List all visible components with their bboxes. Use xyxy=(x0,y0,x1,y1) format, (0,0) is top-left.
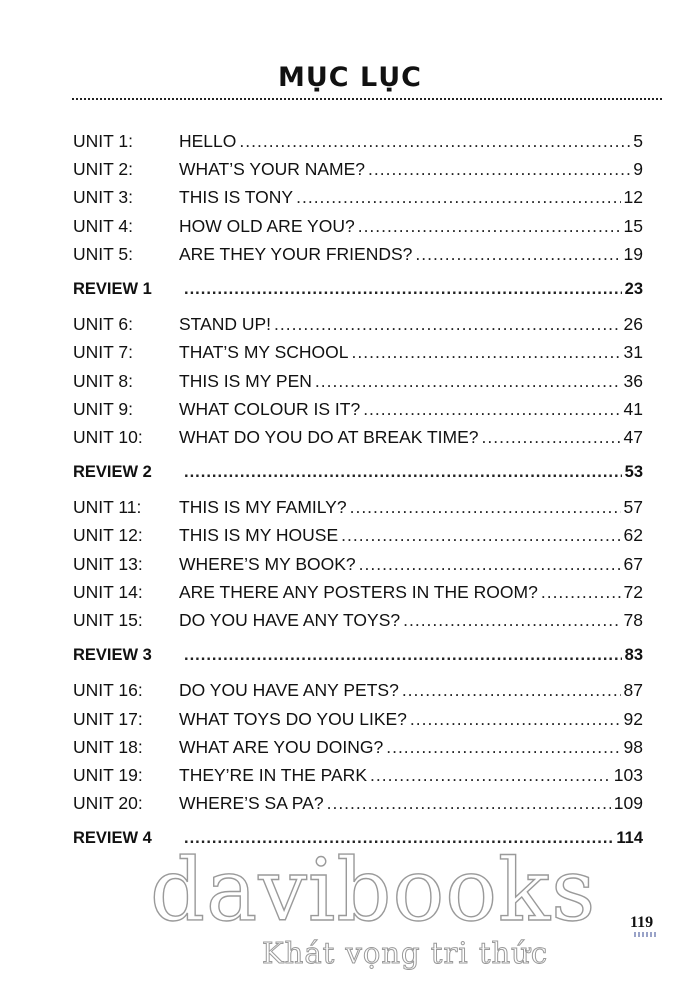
toc-entry-title: WHAT TOYS DO YOU LIKE? xyxy=(179,708,407,729)
toc-entry-page: 19 xyxy=(623,243,643,264)
toc-entry-label: UNIT 6: xyxy=(73,314,133,335)
toc-entry-title: THIS IS TONY xyxy=(179,187,294,208)
dot-leader xyxy=(541,582,621,603)
toc-unit-row xyxy=(73,709,643,737)
toc-entry-page: 87 xyxy=(623,680,643,701)
dot-leader xyxy=(327,793,611,814)
toc-unit-row xyxy=(73,610,643,638)
toc-entry-label: UNIT 3: xyxy=(73,187,133,208)
section-gap xyxy=(73,638,643,646)
toc-entry-page: 109 xyxy=(613,793,643,814)
dot-leader xyxy=(184,280,622,299)
toc-unit-row xyxy=(73,244,643,272)
toc-entry-title: WHAT DO YOU DO AT BREAK TIME? xyxy=(179,426,479,447)
toc-entry-page: 53 xyxy=(624,463,643,482)
dot-leader xyxy=(415,244,620,265)
toc-entry-label: UNIT 7: xyxy=(73,342,133,363)
toc-unit-row xyxy=(73,554,643,582)
toc-unit-row xyxy=(73,342,643,370)
toc-review-row xyxy=(73,280,643,308)
toc-review-row xyxy=(73,463,643,491)
toc-entry-label: UNIT 1: xyxy=(73,131,133,151)
toc-entry-title: THAT’S MY SCHOOL xyxy=(179,342,349,363)
toc-entry-title: HOW OLD ARE YOU? xyxy=(179,215,355,236)
toc-entry-page: 114 xyxy=(616,829,643,848)
toc-entry-page: 72 xyxy=(623,581,643,602)
page-number-underline xyxy=(634,932,656,937)
toc-entry-page: 83 xyxy=(624,646,643,665)
toc-unit-row xyxy=(73,582,643,610)
dot-leader xyxy=(363,399,620,420)
toc-entry-title: WHAT COLOUR IS IT? xyxy=(179,398,361,419)
watermark-tagline: Khát vọng tri thức xyxy=(262,936,549,970)
dot-leader xyxy=(239,131,630,152)
toc-unit-row xyxy=(73,765,643,793)
dot-leader xyxy=(403,610,620,631)
toc-unit-row xyxy=(73,497,643,525)
toc-entry-label: UNIT 14: xyxy=(73,581,143,602)
toc-entry-title: STAND UP! xyxy=(179,314,272,335)
toc-entry-page: 41 xyxy=(623,398,643,419)
toc-unit-row xyxy=(73,131,643,159)
toc-entry-page: 26 xyxy=(623,314,643,335)
toc-entry-title: THIS IS MY FAMILY? xyxy=(179,497,347,518)
toc-entry-title: THEY’RE IN THE PARK xyxy=(179,764,367,785)
toc-entry-page: 9 xyxy=(633,159,643,180)
toc-entry-page: 15 xyxy=(623,215,643,236)
toc-entry-label: UNIT 18: xyxy=(73,736,143,757)
toc-entry-label: UNIT 2: xyxy=(73,159,133,180)
toc-entry-page: 98 xyxy=(623,736,643,757)
toc-entry-label: UNIT 13: xyxy=(73,553,143,574)
toc-entry-page: 67 xyxy=(623,553,643,574)
toc-entry-label: UNIT 9: xyxy=(73,398,133,419)
toc-entry-title: WHERE’S SA PA? xyxy=(179,793,324,814)
page-title: MỤC LỤC xyxy=(278,62,422,93)
toc-entry-label: REVIEW 1 xyxy=(73,279,152,298)
toc-entry-label: UNIT 15: xyxy=(73,610,143,630)
toc-unit-row xyxy=(73,399,643,427)
section-gap xyxy=(73,455,643,463)
toc-unit-row xyxy=(73,314,643,342)
toc-entry-label: UNIT 10: xyxy=(73,426,143,447)
toc-unit-row xyxy=(73,216,643,244)
toc-entry-title: HELLO xyxy=(179,131,237,151)
page-number: 119 xyxy=(630,914,654,931)
toc-entry-label: REVIEW 2 xyxy=(73,463,152,482)
toc-entry-title: WHAT ARE YOU DOING? xyxy=(179,736,384,757)
dot-leader xyxy=(386,737,620,758)
dot-leader xyxy=(410,709,621,730)
dot-leader xyxy=(352,342,621,363)
table-of-contents xyxy=(73,131,643,864)
toc-entry-label: UNIT 4: xyxy=(73,215,133,236)
dot-leader xyxy=(359,554,621,575)
dot-leader xyxy=(368,159,630,180)
dot-leader xyxy=(274,314,620,335)
toc-unit-row xyxy=(73,371,643,399)
toc-entry-page: 36 xyxy=(623,370,643,391)
toc-entry-title: ARE THEY YOUR FRIENDS? xyxy=(179,243,413,264)
toc-review-row xyxy=(73,646,643,674)
watermark-brand: davibooks xyxy=(150,841,597,941)
dot-leader xyxy=(350,497,621,518)
dot-leader xyxy=(296,187,620,208)
dot-leader xyxy=(315,371,621,392)
toc-entry-title: DO YOU HAVE ANY PETS? xyxy=(179,680,399,701)
toc-entry-title: DO YOU HAVE ANY TOYS? xyxy=(179,610,401,630)
toc-entry-page: 12 xyxy=(623,187,643,208)
toc-unit-row xyxy=(73,525,643,553)
toc-entry-page: 5 xyxy=(633,131,643,151)
toc-unit-row xyxy=(73,793,643,821)
toc-entry-label: UNIT 16: xyxy=(73,680,143,701)
toc-unit-row xyxy=(73,680,643,708)
toc-entry-label: REVIEW 3 xyxy=(73,646,152,665)
title-dotted-rule xyxy=(72,98,662,100)
toc-entry-page: 47 xyxy=(623,426,643,447)
section-gap xyxy=(73,272,643,280)
toc-entry-page: 103 xyxy=(613,764,643,785)
toc-entry-label: UNIT 19: xyxy=(73,764,143,785)
toc-entry-title: THIS IS MY HOUSE xyxy=(179,525,339,546)
dot-leader xyxy=(402,680,621,701)
toc-entry-label: UNIT 12: xyxy=(73,525,143,546)
toc-entry-label: UNIT 20: xyxy=(73,793,143,814)
toc-entry-title: WHERE’S MY BOOK? xyxy=(179,553,356,574)
toc-unit-row xyxy=(73,159,643,187)
toc-entry-label: UNIT 11: xyxy=(73,497,142,518)
dot-leader xyxy=(341,525,620,546)
toc-entry-page: 78 xyxy=(623,610,643,630)
dot-leader xyxy=(184,646,622,665)
dot-leader xyxy=(370,765,611,786)
toc-entry-label: UNIT 17: xyxy=(73,708,143,729)
toc-entry-page: 62 xyxy=(623,525,643,546)
toc-entry-page: 31 xyxy=(623,342,643,363)
toc-unit-row xyxy=(73,737,643,765)
section-gap xyxy=(73,821,643,829)
toc-unit-row xyxy=(73,427,643,455)
toc-entry-label: UNIT 8: xyxy=(73,370,133,391)
toc-entry-page: 57 xyxy=(623,497,643,518)
toc-entry-title: ARE THERE ANY POSTERS IN THE ROOM? xyxy=(179,581,538,602)
toc-entry-page: 92 xyxy=(623,708,643,729)
toc-entry-label: UNIT 5: xyxy=(73,243,133,264)
dot-leader xyxy=(482,427,621,448)
toc-entry-title: THIS IS MY PEN xyxy=(179,370,312,391)
dot-leader xyxy=(184,463,622,482)
toc-entry-title: WHAT’S YOUR NAME? xyxy=(179,159,366,180)
toc-entry-page: 23 xyxy=(624,279,643,298)
toc-entry-label: REVIEW 4 xyxy=(73,829,152,848)
toc-unit-row xyxy=(73,187,643,215)
dot-leader xyxy=(358,216,621,237)
